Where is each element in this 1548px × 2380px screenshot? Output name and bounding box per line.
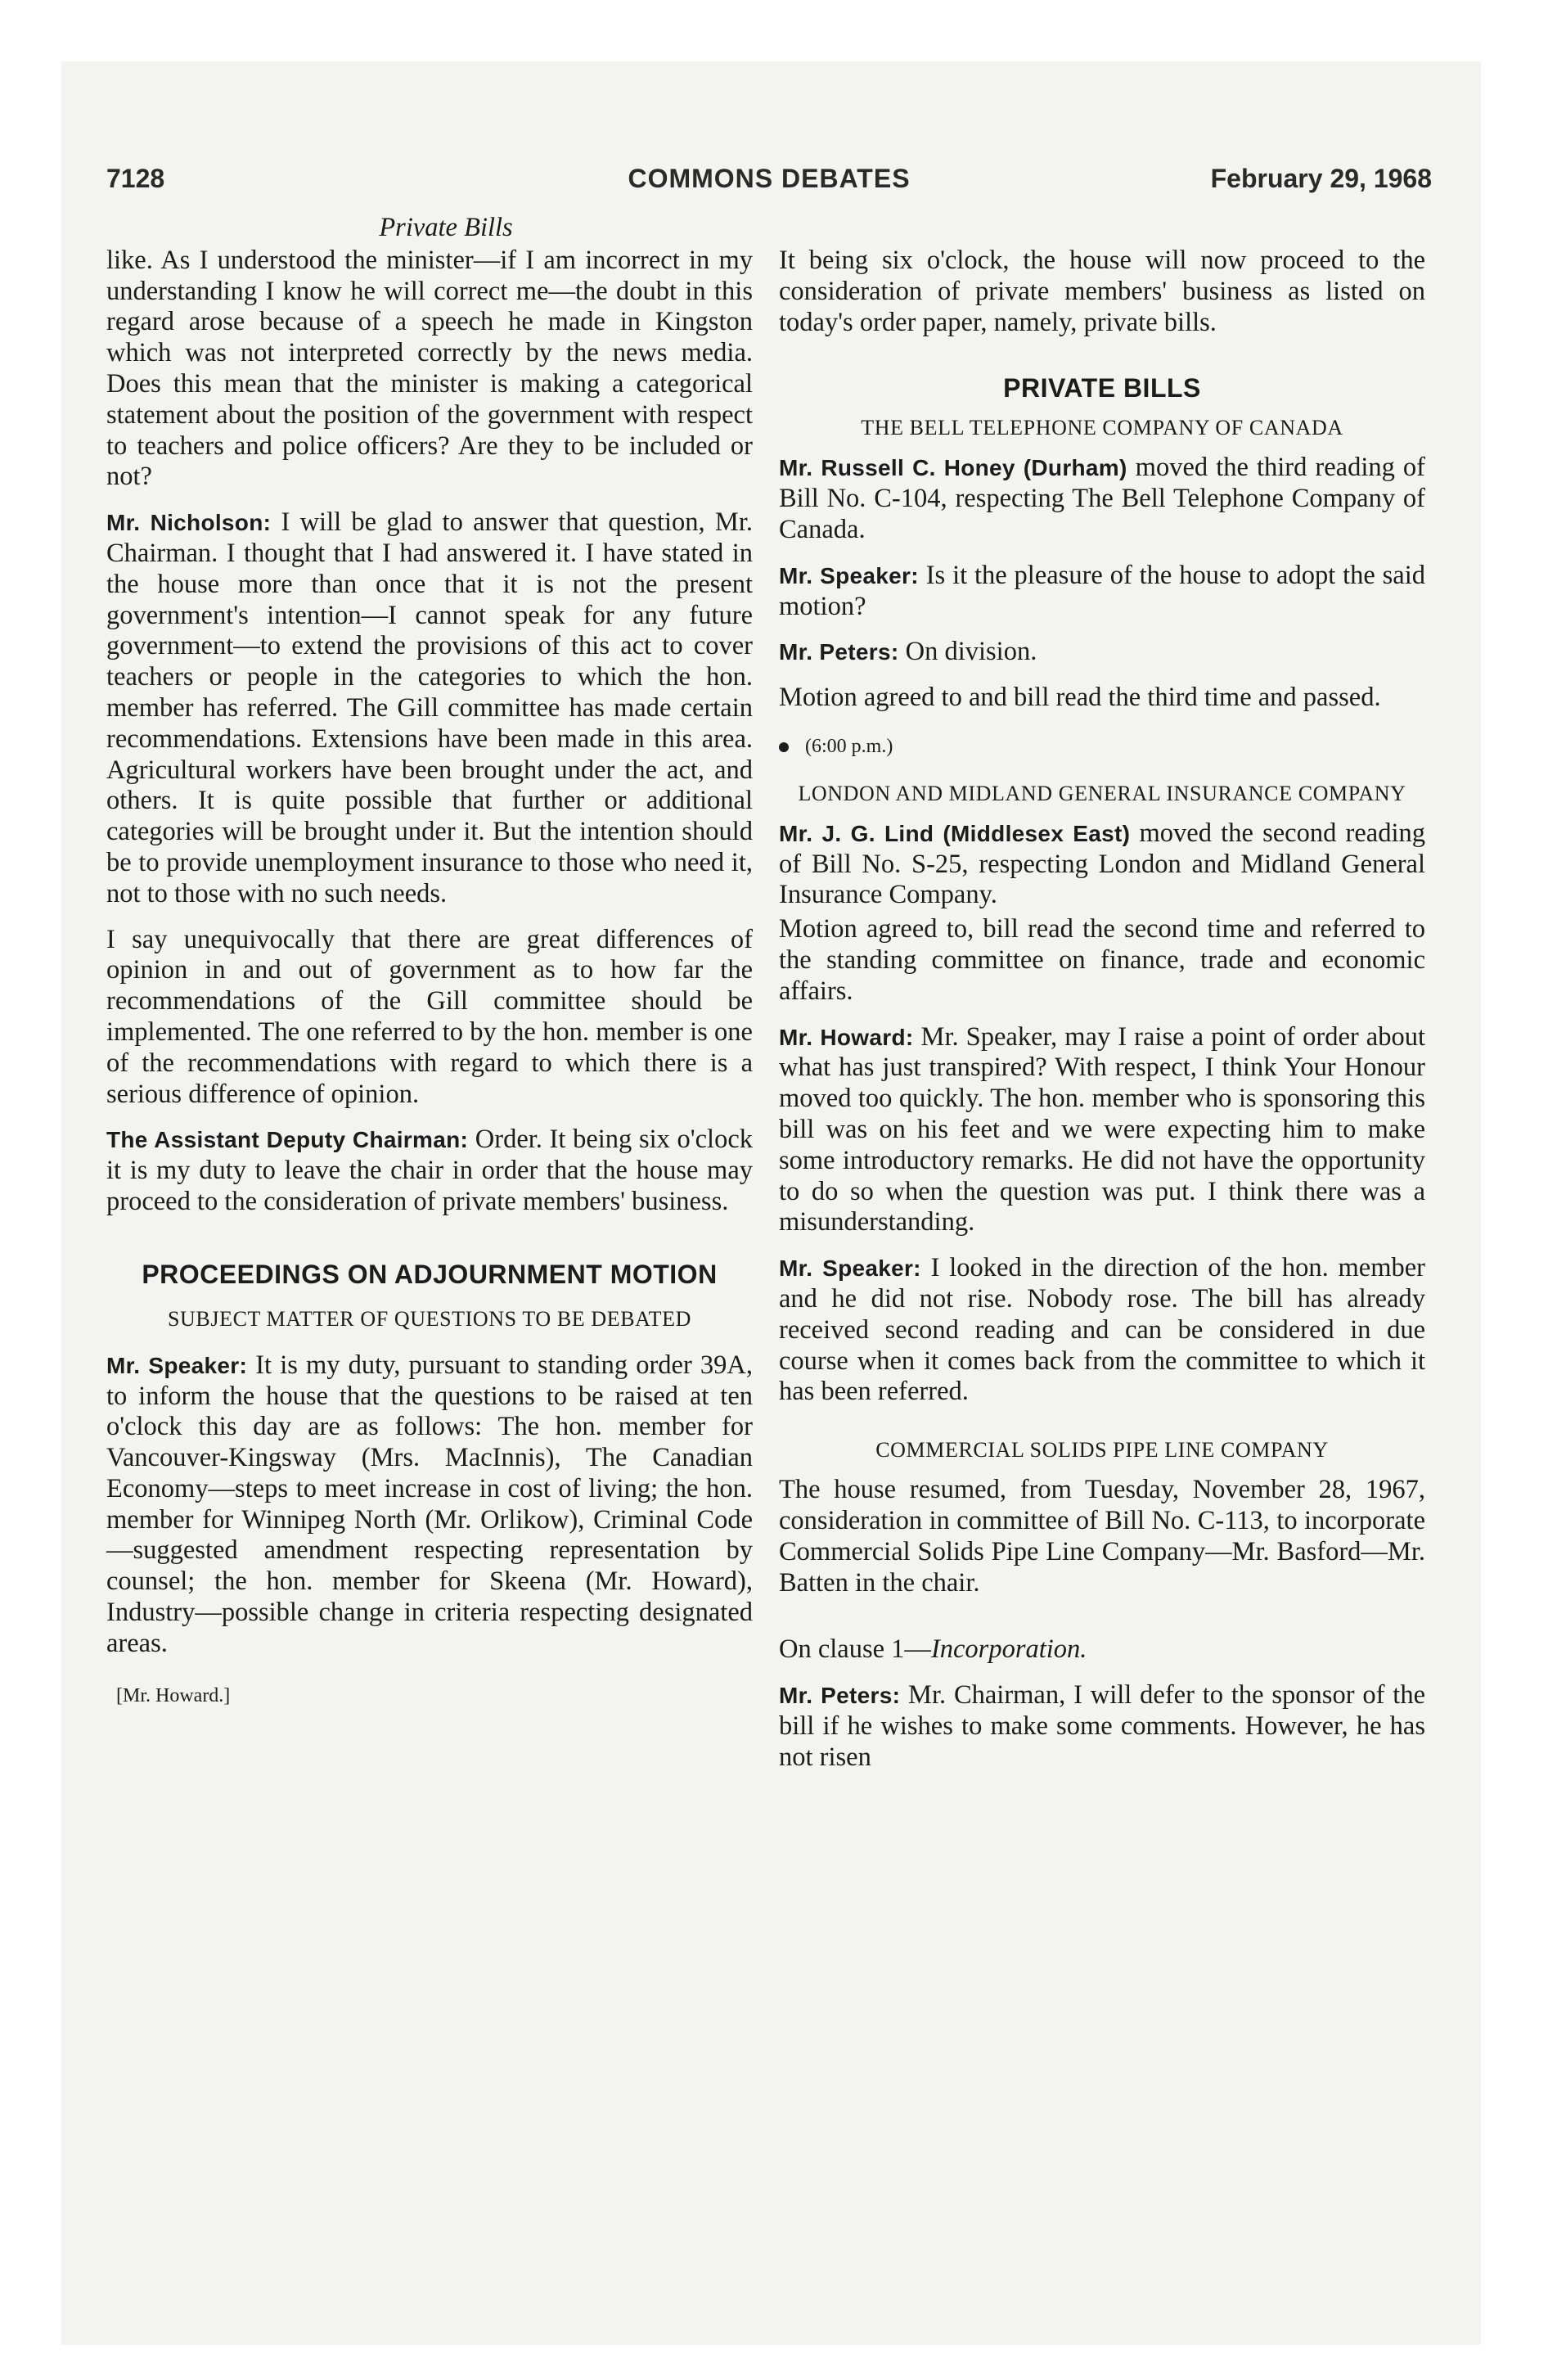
speech-text: It is my duty, pursuant to standing order 39A, to inform the house that the questions to be raised at ten o'clock this day are as follows: The hon. member for Vancouver-Kingsway (Mrs. MacInnis), The Canadian Economy—steps to meet increase in cost of living; the hon. member for Winnipeg North (Mr. Orlikow), Criminal Code—suggested amendment respecting representation by counsel; the hon. member for Skeena (Mr. Howard), Industry—possible change in criteria respecting designated areas.	[106, 1350, 754, 1658]
paragraph	[106, 1350, 753, 1660]
paragraph	[779, 1680, 1425, 1773]
speech-text: I will be glad to answer that question, Mr. Chairman. I thought that I had answered it. I have stated in the house more than once that it is not the present government's intention—I cannot speak for any future government—to extend the provisions of this act to cover teachers or people in the categories to which the hon. member has referred. The Gill committee has made certain recommendations. Extensions have been made in this area. Agricultural workers have been brought under the act, and others. It is quite possible that further or additional categories will be brought under it. But the intention should be to provide unemployment insurance to those who need it, not to those with no such needs.	[106, 507, 753, 908]
speaker-name: Mr. Nicholson:	[106, 510, 272, 536]
paragraph	[779, 1634, 1425, 1666]
section-heading: PROCEEDINGS ON ADJOURNMENT MOTION	[142, 1259, 718, 1289]
speech-text: Mr. Chairman, I will defer to the sponsor of the bill if he wishes to make some comments. However, he has not risen	[779, 1680, 1425, 1772]
paragraph	[779, 818, 1425, 911]
paragraph	[779, 453, 1425, 545]
speaker-signature: [Mr. Howard.]	[116, 1684, 231, 1706]
paragraph	[779, 561, 1425, 623]
paragraph	[779, 1253, 1425, 1408]
page-number: 7128	[106, 164, 165, 193]
paragraph: like. As I understood the minister—if I am incorrect in my understanding I know he will correct me—the doubt in this regard arose because of a speech he made in Kingston which was not interpreted correctly by the news media. Does this mean that the minister is making a categorical statement about the position of the government with respect to teachers and police officers? Are they to be included or not?	[106, 245, 753, 492]
speaker-name: Mr. J. G. Lind (Middlesex East)	[779, 820, 1131, 846]
speaker-name: Mr. Howard:	[779, 1024, 914, 1050]
speaker-name: Mr. Peters:	[779, 639, 899, 665]
publication-title: COMMONS DEBATES	[628, 164, 911, 193]
paragraph	[106, 507, 753, 909]
clause-title: Incorporation.	[930, 1634, 1087, 1665]
paragraph	[106, 1125, 753, 1217]
paragraph: It being six o'clock, the house will now proceed to the consideration of private members' business as listed on today's order paper, namely, private bills.	[779, 246, 1425, 337]
clause-prefix: On clause 1—	[779, 1634, 931, 1665]
bullet-icon	[779, 742, 789, 752]
speaker-name: Mr. Russell C. Honey (Durham)	[779, 455, 1127, 481]
speech-text: moved the third reading of Bill No. C-104, respecting The Bell Telephone Company of Canada.	[779, 453, 1425, 544]
section-subheading: THE BELL TELEPHONE COMPANY OF CANADA	[861, 416, 1343, 440]
speech-text: I looked in the direction of the hon. member and he did not rise. Nobody rose. The bill has already received second reading and can be considered in due course when it comes back from the committee to which it has been referred.	[779, 1253, 1425, 1407]
speaker-name: Mr. Speaker:	[106, 1352, 248, 1378]
section-heading: PRIVATE BILLS	[1003, 373, 1201, 403]
page-header	[106, 164, 1432, 206]
speech-text: Order. It being six o'clock it is my duty to leave the chair in order that the house may proceed to the consideration of private members' business.	[106, 1125, 754, 1216]
page-date: February 29, 1968	[1210, 164, 1432, 193]
speaker-name: Mr. Speaker:	[779, 1255, 921, 1282]
speech-text: moved the second reading of Bill No. S-25, respecting London and Midland General Insurance Company.	[779, 818, 1426, 910]
paragraph: The house resumed, from Tuesday, November 28, 1967, consideration in committee of Bill No. C-113, to incorporate Commercial Solids Pipe Line Company—Mr. Basford—Mr. Batten in the chair.	[779, 1475, 1425, 1598]
paragraph	[779, 637, 1425, 668]
speech-text: On division.	[898, 637, 1037, 667]
section-subheading: LONDON AND MIDLAND GENERAL INSURANCE COMPANY	[798, 781, 1406, 805]
left-column	[106, 213, 753, 1711]
time-marker	[779, 732, 1425, 763]
section-subheading: COMMERCIAL SOLIDS PIPE LINE COMPANY	[875, 1438, 1329, 1463]
time-text: (6:00 p.m.)	[805, 735, 893, 757]
paragraph: I say unequivocally that there are great differences of opinion in and out of government as to how far the recommendations of the Gill committee should be implemented. The one referred to by the hon. member is one of the recommendations with regard to which there is a serious difference of opinion.	[106, 924, 753, 1109]
speech-text: Is it the pleasure of the house to adopt the said motion?	[779, 560, 1426, 621]
speech-text: Mr. Speaker, may I raise a point of order about what has just transpired? With respect, I think Your Honour moved too quickly. The hon. member who is sponsoring this bill was on his feet and we were expecting him to make some introductory remarks. He did not have the opportunity to do so when the question was put. I think there was a misunderstanding.	[779, 1021, 1425, 1237]
right-column	[779, 246, 1425, 1773]
paragraph: Motion agreed to and bill read the third time and passed.	[779, 683, 1381, 713]
speaker-name: Mr. Peters:	[779, 1683, 901, 1709]
speaker-name: The Assistant Deputy Chairman:	[106, 1127, 469, 1153]
speaker-name: Mr. Speaker:	[779, 562, 919, 588]
paragraph: Motion agreed to, bill read the second time and referred to the standing committee on finance, trade and economic affairs.	[779, 914, 1425, 1006]
running-head: Private Bills	[379, 213, 513, 242]
section-subheading: SUBJECT MATTER OF QUESTIONS TO BE DEBATED	[168, 1306, 691, 1331]
paragraph	[779, 1022, 1425, 1239]
